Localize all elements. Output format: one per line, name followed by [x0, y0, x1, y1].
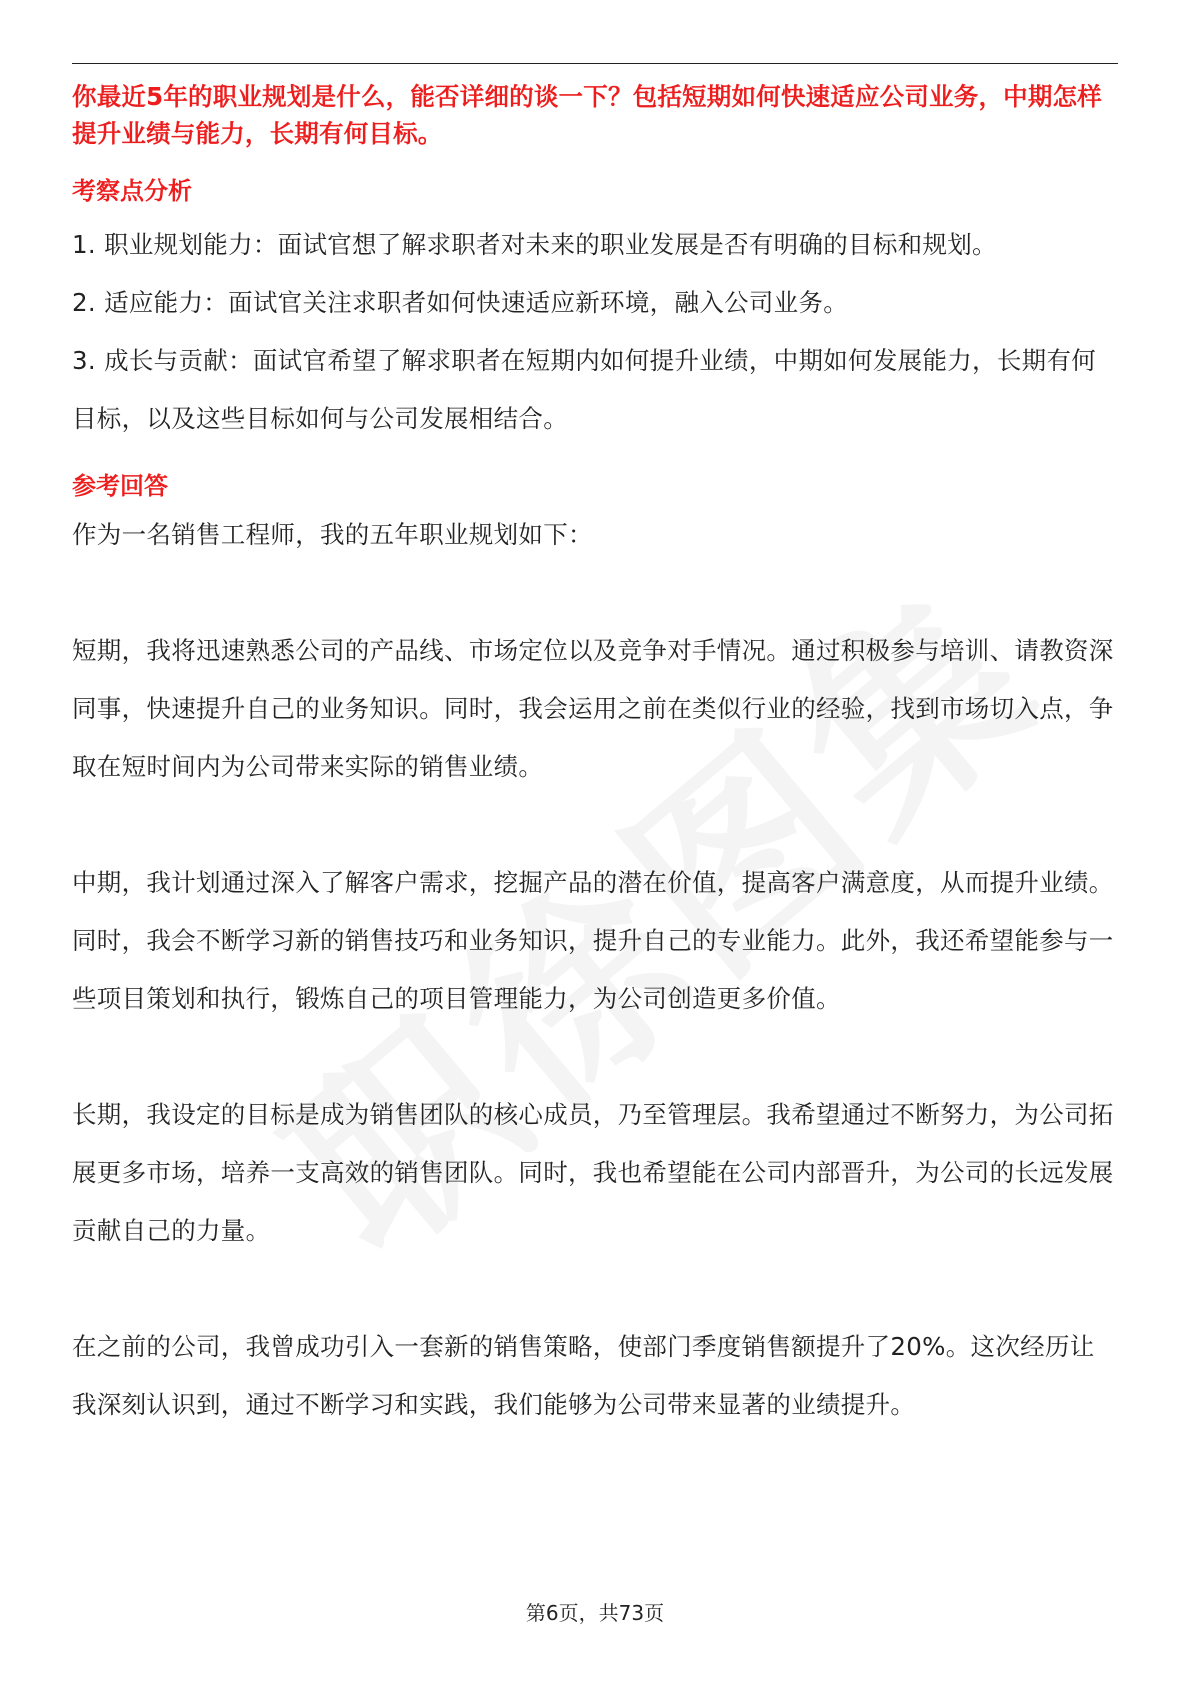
analysis-item-3: 3. 成长与贡献：面试官希望了解求职者在短期内如何提升业绩，中期如何发展能力，长期有何目标，以及这些目标如何与公司发展相结合。 [72, 346, 1097, 433]
answer-intro: 作为一名销售工程师，我的五年职业规划如下： [72, 520, 593, 549]
paragraph-spacer [72, 1260, 1118, 1318]
paragraph-spacer [72, 796, 1118, 854]
analysis-item-2: 2. 适应能力：面试官关注求职者如何快速适应新环境，融入公司业务。 [72, 288, 849, 317]
paragraph-spacer [72, 1028, 1118, 1086]
answer-heading: 参考回答 [72, 472, 168, 500]
answer-paragraph-mid-term: 中期，我计划通过深入了解客户需求，挖掘产品的潜在价值，提高客户满意度，从而提升业绩。同时，我会不断学习新的销售技巧和业务知识，提升自己的专业能力。此外，我还希望能参与一些项目策划和执行，锻炼自己的项目管理能力，为公司创造更多价值。 [72, 868, 1114, 1013]
interview-question: 你最近5年的职业规划是什么，能否详细的谈一下？包括短期如何快速适应公司业务，中期怎样提升业绩与能力，长期有何目标。 [72, 82, 1102, 148]
answer-paragraph-experience: 在之前的公司，我曾成功引入一套新的销售策略，使部门季度销售额提升了20%。这次经历让我深刻认识到，通过不断学习和实践，我们能够为公司带来显著的业绩提升。 [72, 1332, 1095, 1419]
paragraph-spacer [72, 564, 1118, 622]
analysis-item-1: 1. 职业规划能力：面试官想了解求职者对未来的职业发展是否有明确的目标和规划。 [72, 230, 997, 259]
answer-paragraph-short-term: 短期，我将迅速熟悉公司的产品线、市场定位以及竞争对手情况。通过积极参与培训、请教资深同事，快速提升自己的业务知识。同时，我会运用之前在类似行业的经验，找到市场切入点，争取在短时间内为公司带来实际的销售业绩。 [72, 636, 1114, 781]
answer-paragraph-long-term: 长期，我设定的目标是成为销售团队的核心成员，乃至管理层。我希望通过不断努力，为公司拓展更多市场，培养一支高效的销售团队。同时，我也希望能在公司内部晋升，为公司的长远发展贡献自己的力量。 [72, 1100, 1114, 1245]
page-content [72, 78, 1118, 1434]
top-divider [72, 63, 1118, 64]
page-number: 第6页，共73页 [525, 1601, 665, 1625]
analysis-heading: 考察点分析 [72, 177, 192, 205]
